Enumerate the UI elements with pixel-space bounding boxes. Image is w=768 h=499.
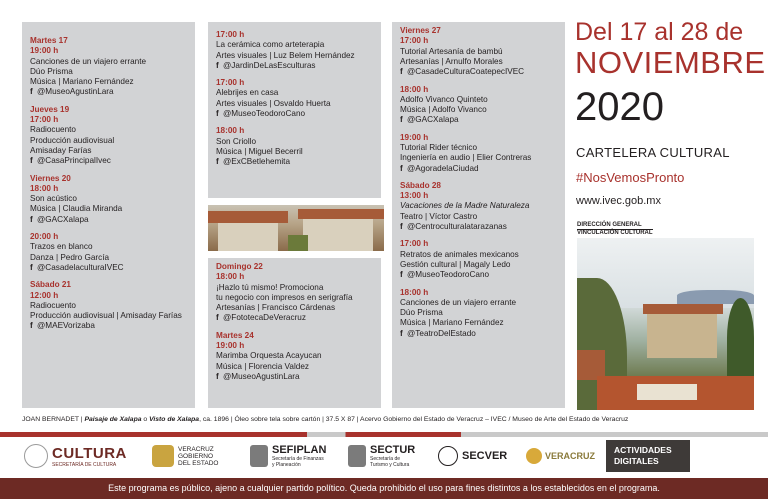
event-date: Sábado 28 xyxy=(400,180,441,190)
veracruz-brand-logo xyxy=(526,441,596,471)
event-time: 19:00 h xyxy=(400,132,429,142)
event-date: Viernes 27 xyxy=(400,26,441,35)
facebook-icon: f xyxy=(400,222,403,232)
veracruz-government-logo xyxy=(152,441,218,471)
veracruz-line-3: DEL ESTADO xyxy=(178,459,219,467)
event-facebook-link[interactable] xyxy=(30,215,122,225)
event-line: Dúo Prisma xyxy=(400,308,443,318)
event-item xyxy=(216,78,331,119)
event-line: Son Criollo xyxy=(216,136,257,146)
event-item xyxy=(400,181,529,232)
event-line: Radiocuento xyxy=(30,300,76,310)
event-line: Retratos de animales mexicanos xyxy=(400,249,519,259)
event-time: 17:00 h xyxy=(30,115,59,125)
sefiplan-label: SEFIPLAN xyxy=(272,444,327,456)
sectur-label: SECTUR xyxy=(370,444,416,456)
event-item xyxy=(30,280,182,331)
event-line: Música | Mariano Fernández xyxy=(30,77,134,87)
landscape-painting xyxy=(577,238,754,410)
date-range-title: Del 17 al 28 de xyxy=(575,18,744,46)
event-facebook-link[interactable] xyxy=(400,329,516,339)
event-line: Ingeniería en audio | Elier Contreras xyxy=(400,153,532,163)
event-facebook-link[interactable] xyxy=(400,67,524,77)
sun-icon xyxy=(526,448,542,464)
event-time: 18:00 h xyxy=(216,272,245,282)
street-photo xyxy=(208,205,384,251)
event-item xyxy=(400,133,531,174)
event-line: Artes visuales | Luz Belem Hernández xyxy=(216,50,355,60)
event-facebook-link[interactable] xyxy=(30,87,146,97)
facebook-handle: @MuseoAgustinLara xyxy=(37,87,114,97)
event-line: tu negocio con impresos en serigrafía xyxy=(216,292,353,302)
caption-mid: o xyxy=(141,416,150,423)
event-item xyxy=(30,174,122,225)
event-line: Adolfo Vivanco Quinteto xyxy=(400,94,488,104)
event-facebook-link[interactable] xyxy=(400,164,531,174)
event-item xyxy=(400,26,524,77)
event-line: Música | Miguel Becerril xyxy=(216,146,303,156)
event-line: Producción audiovisual xyxy=(30,135,115,145)
event-facebook-link[interactable] xyxy=(30,156,114,166)
event-date: Viernes 20 xyxy=(30,173,71,183)
event-time: 18:00 h xyxy=(30,183,59,193)
facebook-icon: f xyxy=(216,313,219,323)
painting-caption xyxy=(22,416,628,423)
event-line: Teatro | Víctor Castro xyxy=(400,211,478,221)
event-item xyxy=(30,105,114,167)
event-line: La cerámica como arteterapia xyxy=(216,40,325,50)
facebook-handle: @GACXalapa xyxy=(37,214,89,224)
event-facebook-link[interactable] xyxy=(216,372,322,382)
sectur-sub-2: Turismo y Cultura xyxy=(370,462,410,468)
event-time: 17:00 h xyxy=(400,239,429,249)
event-line: Son acústico xyxy=(30,194,77,204)
event-line: Artesanías | Arnulfo Morales xyxy=(400,56,503,66)
event-item xyxy=(30,36,146,98)
event-line: Danza | Pedro García xyxy=(30,252,110,262)
event-facebook-link[interactable] xyxy=(30,263,124,273)
facebook-handle: @ExCBetlehemita xyxy=(223,157,291,167)
hashtag: #NosVemosPronto xyxy=(576,170,685,185)
event-time: 17:00 h xyxy=(216,30,245,39)
event-line: Gestión cultural | Magaly Ledo xyxy=(400,259,511,269)
facebook-handle: @CasadeCulturaCoatepecIVEC xyxy=(407,67,525,77)
facebook-icon: f xyxy=(30,156,33,166)
cultura-sub: SECRETARÍA DE CULTURA xyxy=(52,461,117,468)
sefiplan-logo xyxy=(250,441,326,471)
event-facebook-link[interactable] xyxy=(400,270,519,280)
event-facebook-link[interactable] xyxy=(30,321,182,331)
cartelera-label: CARTELERA CULTURAL xyxy=(576,145,730,160)
facebook-handle: @CasadelaculturaIVEC xyxy=(37,262,124,272)
event-item xyxy=(400,288,516,339)
event-time: 19:00 h xyxy=(30,46,59,56)
event-date: Martes 24 xyxy=(216,330,254,340)
facebook-handle: @FototecaDeVeracruz xyxy=(223,313,306,323)
digital-activities-badge xyxy=(606,440,690,472)
secver-logo xyxy=(438,441,507,471)
event-line: Alebrijes en casa xyxy=(216,88,279,98)
facebook-handle: @MuseoTeodoroCano xyxy=(223,109,306,119)
facebook-handle: @AgoradelaCiudad xyxy=(407,163,479,173)
facebook-icon: f xyxy=(30,321,33,331)
facebook-icon: f xyxy=(216,60,219,70)
event-facebook-link[interactable] xyxy=(216,313,353,323)
facebook-icon: f xyxy=(400,67,403,77)
event-item xyxy=(30,232,124,273)
event-time: 18:00 h xyxy=(400,287,429,297)
event-time: 18:00 h xyxy=(400,84,429,94)
event-line: ¡Hazlo tú mismo! Promociona xyxy=(216,282,324,292)
legal-footer: Este programa es público, ajeno a cualquier partido político. Queda prohibido el uso para fines distintos a los establecidos en el programa. xyxy=(0,478,768,499)
event-date: Domingo 22 xyxy=(216,262,263,271)
facebook-handle: @TeatroDelEstado xyxy=(407,328,476,338)
event-date: Martes 17 xyxy=(30,36,68,45)
facebook-handle: @Centroculturalatarazanas xyxy=(407,222,507,232)
sectur-sub-1: Secretaría de xyxy=(370,456,401,462)
event-line: Tutorial Rider técnico xyxy=(400,142,478,152)
event-facebook-link[interactable] xyxy=(216,157,303,167)
digital-activities-line-2: DIGITALES xyxy=(614,456,659,466)
event-line: Música | Claudia Miranda xyxy=(30,204,123,214)
direction-line-2: VINCULACIÓN CULTURAL xyxy=(577,230,653,236)
event-line: Música | Adolfo Vivanco xyxy=(400,105,487,115)
caption-work-2: Visto de Xalapa xyxy=(149,416,200,423)
facebook-icon: f xyxy=(216,109,219,119)
year-title: 2020 xyxy=(575,85,664,129)
direction-line-1: DIRECCIÓN GENERAL xyxy=(577,222,653,230)
month-title: NOVIEMBRE xyxy=(575,45,766,80)
caption-work-1: Paisaje de Xalapa xyxy=(84,416,142,423)
event-line: Música | Florencia Valdez xyxy=(216,361,309,371)
facebook-icon: f xyxy=(216,371,219,381)
event-time: 17:00 h xyxy=(216,78,245,88)
event-facebook-link[interactable] xyxy=(400,115,488,125)
digital-activities-line-1: ACTIVIDADES xyxy=(614,445,672,455)
event-line: Amisaday Farías xyxy=(30,145,92,155)
facebook-handle: @MAEVorizaba xyxy=(37,321,95,331)
event-date: Sábado 21 xyxy=(30,280,71,290)
facebook-handle: @CasaPrincipalIvec xyxy=(37,156,111,166)
secver-seal-icon xyxy=(438,446,458,466)
event-line: Marimba Orquesta Acayucan xyxy=(216,351,322,361)
event-line: Producción audiovisual | Amisaday Farías xyxy=(30,311,182,321)
event-time: 20:00 h xyxy=(30,232,59,242)
facebook-icon: f xyxy=(400,270,403,280)
sefiplan-sub-1: Secretaría de Finanzas xyxy=(272,456,324,462)
direction-label xyxy=(577,222,653,237)
coat-of-arms-icon xyxy=(348,445,366,467)
event-facebook-link[interactable] xyxy=(216,109,331,119)
event-line: Música | Mariano Fernández xyxy=(400,318,504,328)
event-item xyxy=(216,331,322,382)
event-item xyxy=(216,30,355,71)
event-line: Canciones de un viajero errante xyxy=(400,297,517,307)
website-link[interactable]: www.ivec.gob.mx xyxy=(576,195,661,207)
caption-author: JOAN BERNADET | xyxy=(22,416,85,423)
facebook-icon: f xyxy=(400,163,403,173)
event-line: Artesanías | Francisco Cárdenas xyxy=(216,303,336,313)
facebook-icon: f xyxy=(400,115,403,125)
event-time: 19:00 h xyxy=(216,341,245,351)
coat-of-arms-icon xyxy=(250,445,268,467)
caption-rest: , ca. 1896 | Óleo sobre tela sobre cartón | 37.5 X 87 | Acervo Gobierno del Estado de Veracruz – IVEC / Museo de Arte del Estado de Veracruz xyxy=(199,416,629,423)
event-item xyxy=(400,85,488,126)
event-title: Vacaciones de la Madre Naturaleza xyxy=(400,201,530,211)
facebook-handle: @GACXalapa xyxy=(407,115,459,125)
event-time: 12:00 h xyxy=(30,290,59,300)
event-facebook-link[interactable] xyxy=(400,222,529,232)
veracruz-brand-label: VERACRUZ xyxy=(545,450,596,461)
sectur-logo xyxy=(348,441,415,471)
event-item xyxy=(216,126,303,167)
event-line: Artes visuales | Osvaldo Huerta xyxy=(216,98,331,108)
facebook-handle: @MuseoAgustinLara xyxy=(223,371,300,381)
event-time: 17:00 h xyxy=(400,36,429,46)
event-time: 18:00 h xyxy=(216,126,245,136)
event-line: Dúo Prisma xyxy=(30,66,73,76)
veracruz-line-1: VERACRUZ xyxy=(178,445,214,453)
event-line: Tutorial Artesanía de bambú xyxy=(400,46,503,56)
facebook-handle: @JardinDeLasEsculturas xyxy=(223,60,316,70)
cultura-label: CULTURA xyxy=(52,444,127,462)
cultura-logo xyxy=(24,441,127,471)
event-time: 13:00 h xyxy=(400,191,429,201)
event-date: Jueves 19 xyxy=(30,104,70,114)
event-line: Radiocuento xyxy=(30,125,76,135)
secver-label: SECVER xyxy=(462,450,508,462)
event-facebook-link[interactable] xyxy=(216,61,355,71)
sefiplan-sub-2: y Planeación xyxy=(272,462,301,468)
facebook-icon: f xyxy=(30,262,33,272)
facebook-handle: @MuseoTeodoroCano xyxy=(407,270,490,280)
facebook-icon: f xyxy=(30,87,33,97)
event-line: Canciones de un viajero errante xyxy=(30,56,147,66)
veracruz-line-2: GOBIERNO xyxy=(178,452,214,460)
eagle-seal-icon xyxy=(24,444,48,468)
event-item xyxy=(400,239,519,280)
facebook-icon: f xyxy=(30,214,33,224)
event-item xyxy=(216,262,353,324)
coat-of-arms-icon xyxy=(152,445,174,467)
event-line: Trazos en blanco xyxy=(30,242,93,252)
facebook-icon: f xyxy=(400,328,403,338)
facebook-icon: f xyxy=(216,157,219,167)
